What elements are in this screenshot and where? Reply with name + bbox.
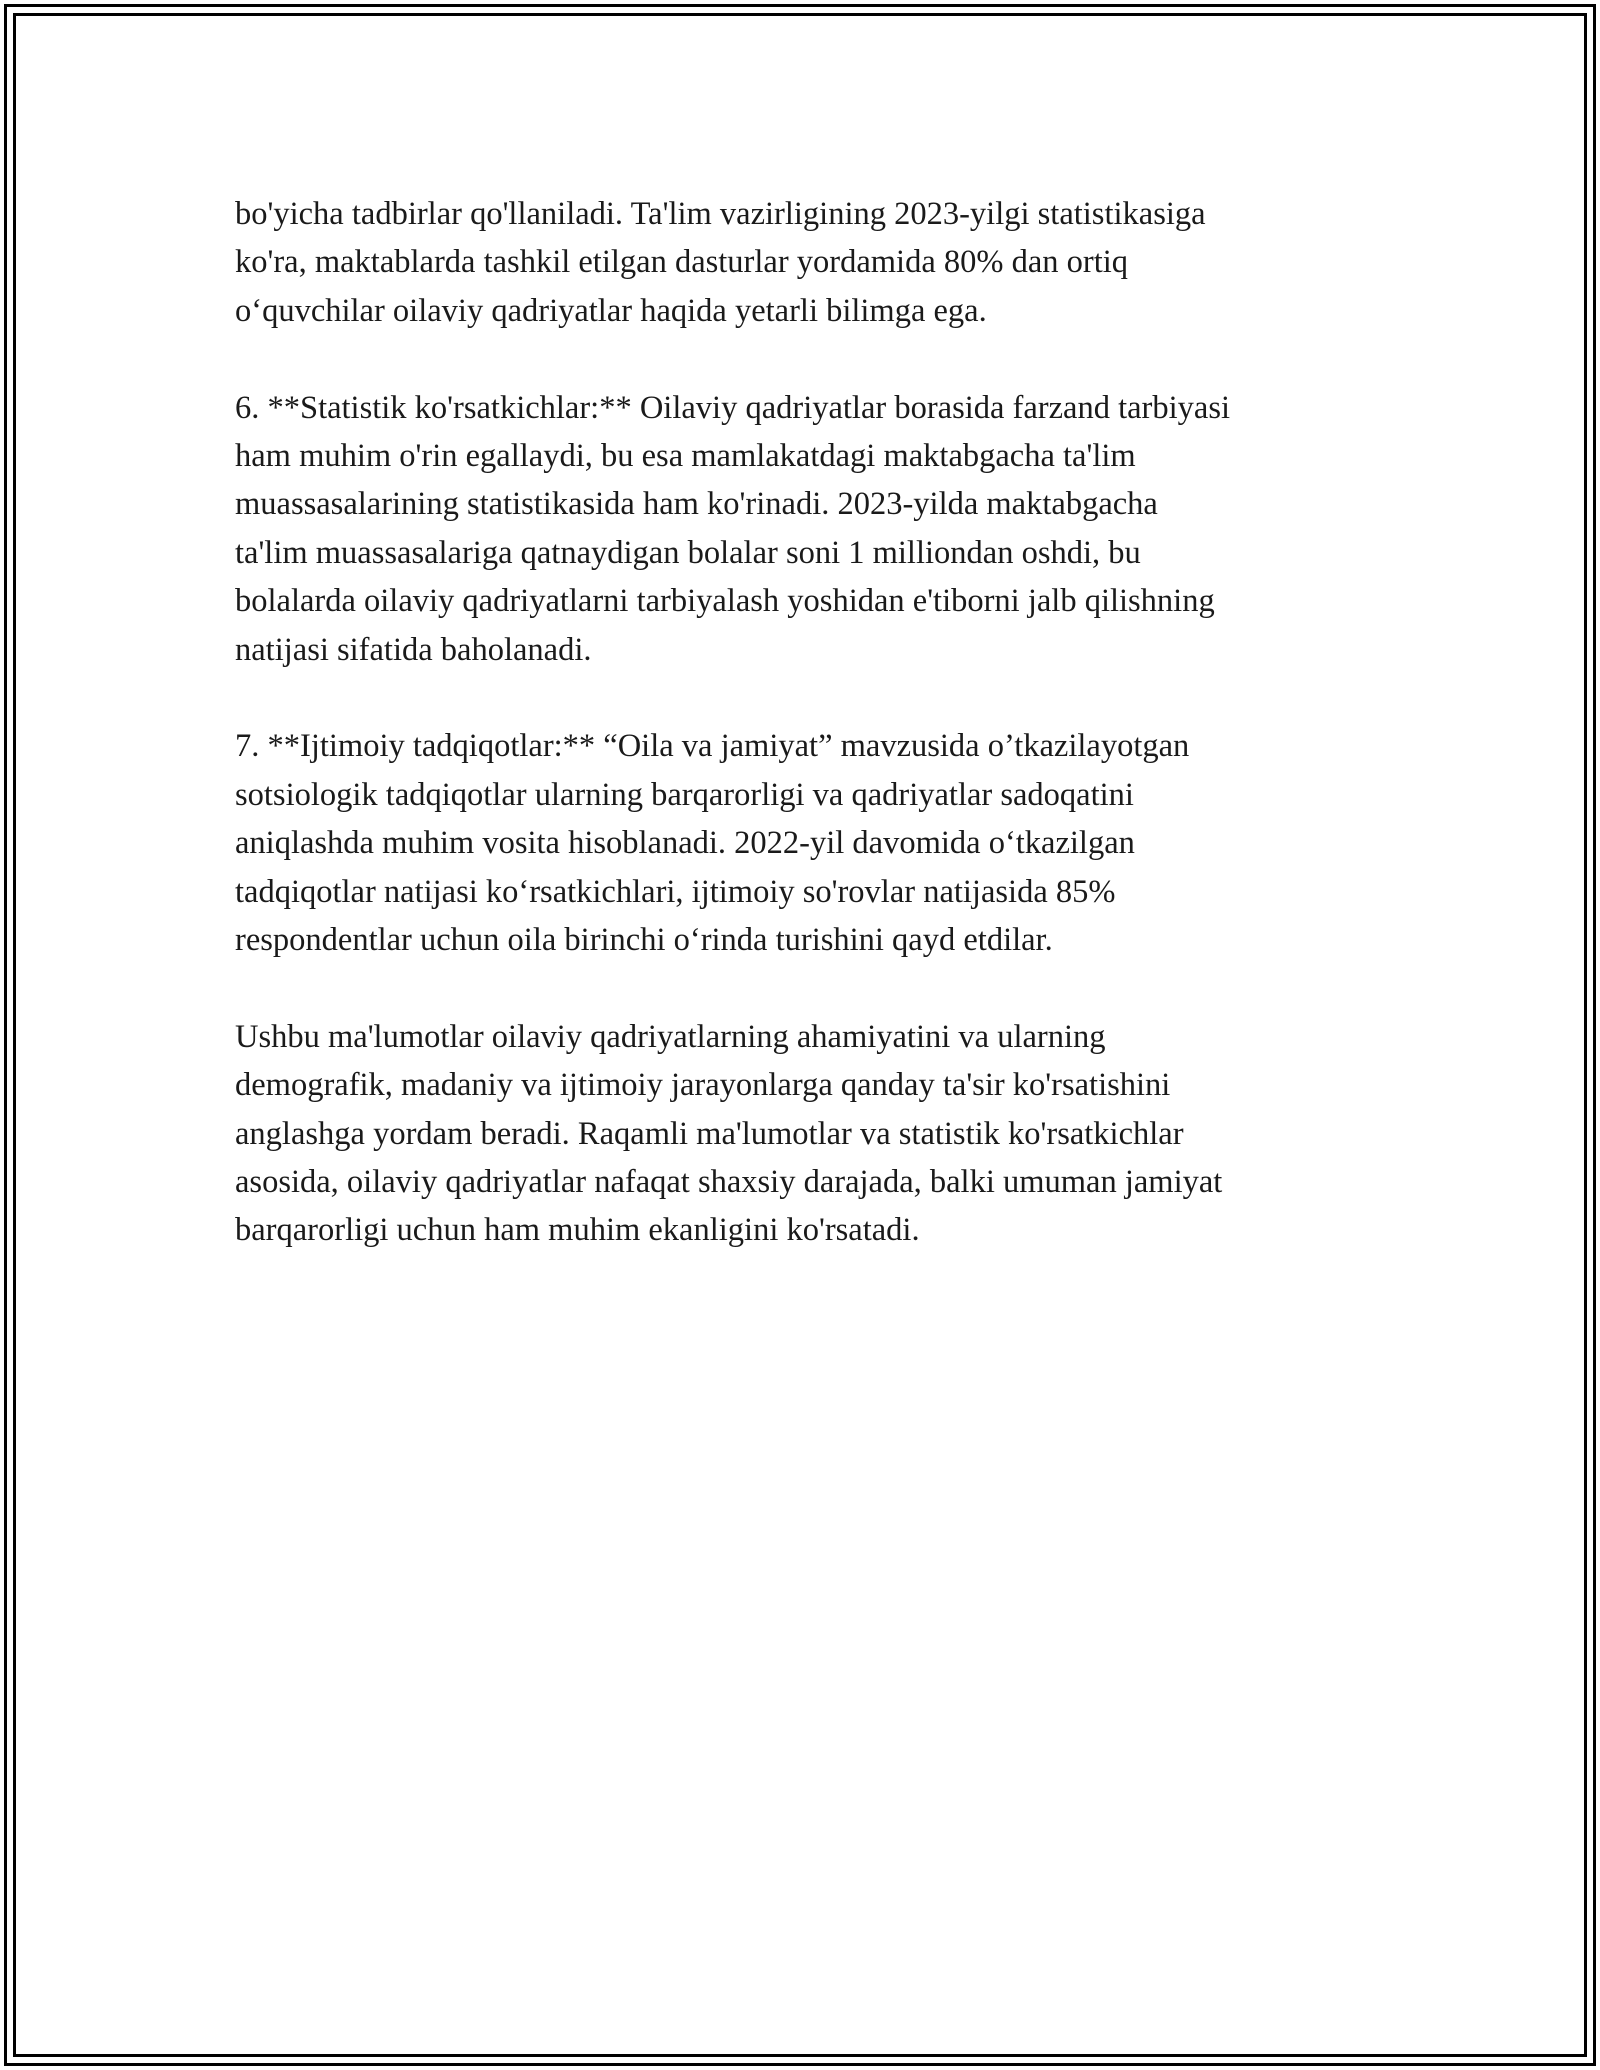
text-line: sotsiologik tadqiqotlar ularning barqarorligi va qadriyatlar sadoqatini [235,776,1134,813]
text-line: asosida, oilaviy qadriyatlar nafaqat shaxsiy darajada, balki umuman jamiyat [235,1164,1223,1201]
text-line: barqarorligi uchun ham muhim ekanligini ko'rsatadi. [235,1212,920,1249]
text-line: Ushbu ma'lumotlar oilaviy qadriyatlarning ahamiyatini va ularning [235,1018,1106,1055]
text-line: anglashga yordam beradi. Raqamli ma'lumotlar va statistik ko'rsatkichlar [235,1115,1184,1152]
document-body [235,190,1375,1303]
text-line: ko'ra, maktablarda tashkil etilgan dasturlar yordamida 80% dan ortiq [235,244,1129,281]
text-line: demografik, madaniy va ijtimoiy jarayonlarga qanday ta'sir ko'rsatishini [235,1067,1171,1104]
text-line: 7. **Ijtimoiy tadqiqotlar:** “Oila va jamiyat” mavzusida o’tkazilayotgan [235,728,1190,765]
text-line: respondentlar uchun oila birinchi o‘rinda turishini qayd etdilar. [235,922,1053,959]
text-line: muassasalarining statistikasida ham ko'rinadi. 2023-yilda maktabgacha [235,486,1158,523]
text-line: natijasi sifatida baholanadi. [235,631,592,668]
paragraph-statistical-indicators [235,384,1375,674]
text-line: tadqiqotlar natijasi ko‘rsatkichlari, ijtimoiy so'rovlar natijasida 85% [235,873,1116,910]
text-line: ta'lim muassasalariga qatnaydigan bolalar soni 1 milliondan oshdi, bu [235,534,1141,571]
text-line: o‘quvchilar oilaviy qadriyatlar haqida yetarli bilimga ega. [235,292,987,329]
text-line: bolalarda oilaviy qadriyatlarni tarbiyalash yoshidan e'tiborni jalb qilishning [235,583,1215,620]
paragraph-education-stats [235,190,1375,335]
paragraph-conclusion [235,1013,1375,1255]
text-line: bo'yicha tadbirlar qo'llaniladi. Ta'lim vazirligining 2023-yilgi statistikasiga [235,196,1206,232]
paragraph-social-research [235,722,1375,964]
text-line: aniqlashda muhim vosita hisoblanadi. 2022-yil davomida o‘tkazilgan [235,825,1135,862]
text-line: ham muhim o'rin egallaydi, bu esa mamlakatdagi maktabgacha ta'lim [235,438,1136,475]
text-line: 6. **Statistik ko'rsatkichlar:** Oilaviy qadriyatlar borasida farzand tarbiyasi [235,389,1231,426]
